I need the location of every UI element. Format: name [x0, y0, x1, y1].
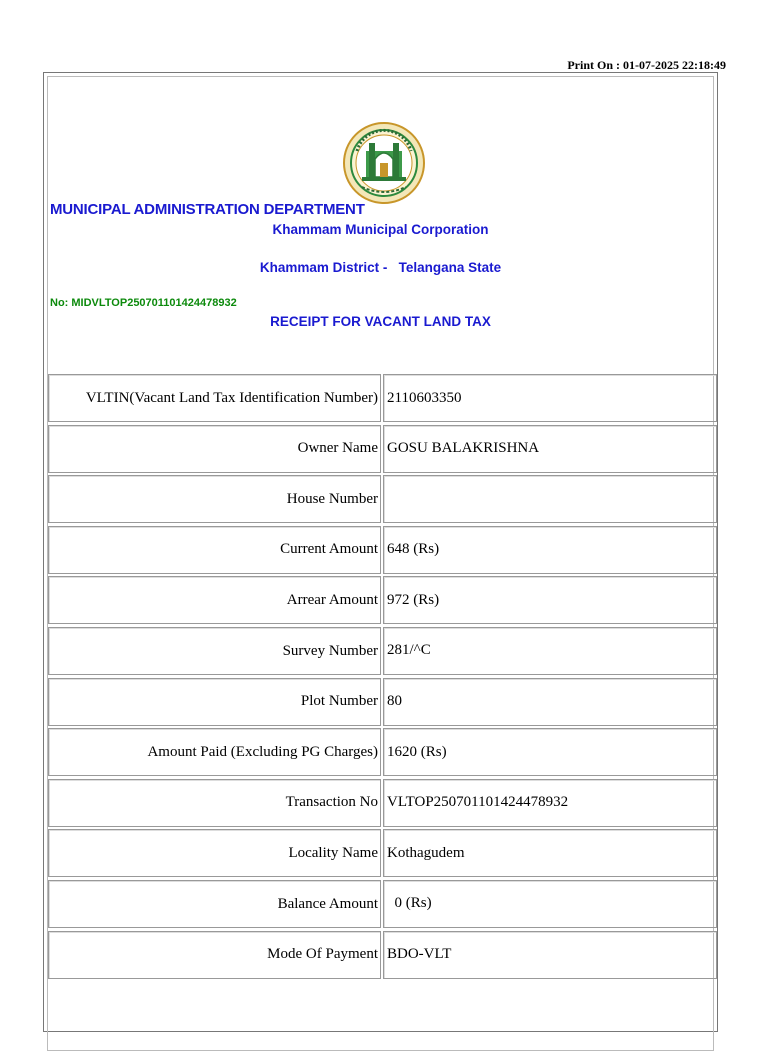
- table-row: [48, 678, 717, 726]
- row-value: Kothagudem: [383, 829, 717, 877]
- receipt-frame: [43, 72, 718, 1032]
- row-value: 972 (Rs): [383, 576, 717, 624]
- table-row: [48, 475, 717, 523]
- row-value: 0 (Rs): [383, 880, 717, 928]
- row-label: Current Amount: [48, 526, 381, 574]
- row-label: Survey Number: [48, 627, 381, 675]
- row-value: 648 (Rs): [383, 526, 717, 574]
- print-timestamp: Print On : 01-07-2025 22:18:49: [567, 58, 726, 72]
- receipt-title: RECEIPT FOR VACANT LAND TAX: [270, 314, 491, 329]
- table-row: [48, 829, 717, 877]
- row-value: GOSU BALAKRISHNA: [383, 425, 717, 473]
- table-row: [48, 576, 717, 624]
- table-row: [48, 425, 717, 473]
- table-row: [48, 728, 717, 776]
- department-title: MUNICIPAL ADMINISTRATION DEPARTMENT: [50, 201, 365, 218]
- corporation-name: Khammam Municipal Corporation: [272, 222, 489, 237]
- row-label: Balance Amount: [48, 880, 381, 928]
- table-row: [48, 931, 717, 979]
- row-label: Owner Name: [48, 425, 381, 473]
- row-label: VLTIN(Vacant Land Tax Identification Number): [48, 374, 381, 422]
- table-row: [48, 526, 717, 574]
- row-label: House Number: [48, 475, 381, 523]
- row-value: BDO-VLT: [383, 931, 717, 979]
- row-value: 1620 (Rs): [383, 728, 717, 776]
- row-value: 2110603350: [383, 374, 717, 422]
- receipt-number: No: MIDVLTOP250701101424478932: [50, 297, 237, 309]
- receipt-inner-frame: [47, 76, 714, 1051]
- table-row: [48, 779, 717, 827]
- row-label: Amount Paid (Excluding PG Charges): [48, 728, 381, 776]
- district-state: Khammam District - Telangana State: [259, 260, 502, 275]
- row-value: 281/^C: [383, 627, 717, 675]
- table-row: [48, 627, 717, 675]
- row-label: Locality Name: [48, 829, 381, 877]
- table-row: [48, 880, 717, 928]
- telangana-emblem-icon: [342, 121, 426, 205]
- receipt-details-table: [48, 374, 717, 981]
- row-value: [383, 475, 717, 523]
- row-label: Arrear Amount: [48, 576, 381, 624]
- table-row: [48, 374, 717, 422]
- row-label: Plot Number: [48, 678, 381, 726]
- row-label: Mode Of Payment: [48, 931, 381, 979]
- row-value: 80: [383, 678, 717, 726]
- row-value: VLTOP250701101424478932: [383, 779, 717, 827]
- row-label: Transaction No: [48, 779, 381, 827]
